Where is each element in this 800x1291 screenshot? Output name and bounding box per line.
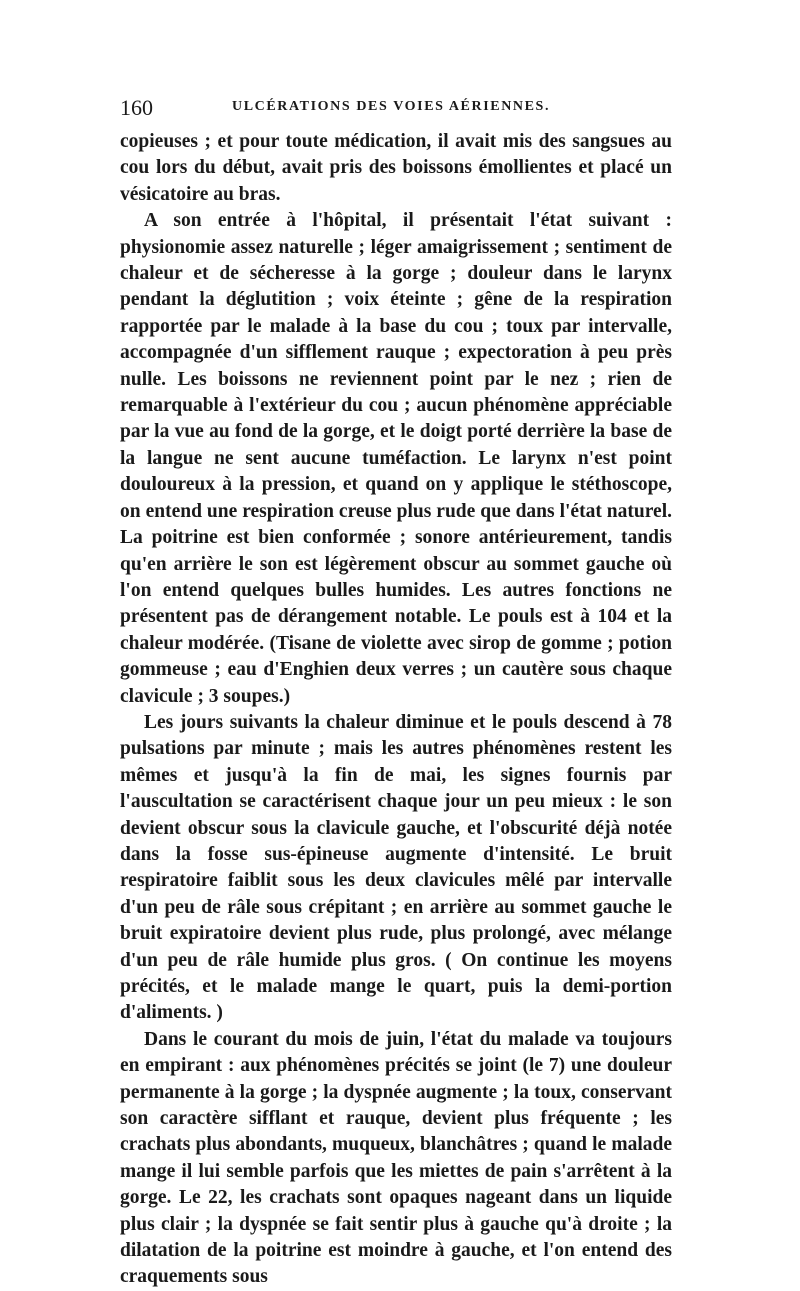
paragraph-following-days: Les jours suivants la chaleur diminue et le pouls descend à 78 pulsations par minute ; mais les autres phénomènes restent les mêmes et jusqu'à la fin de mai, les signes fournis par l'auscultation se caractérisent chaque jour un peu mieux : le son devient obscur sous la clavicule gauche, et l'obscurité déjà notée dans la fosse sus-épineuse augmente d'intensité. Le bruit respiratoire faiblit sous les deux clavicules mêlé par intervalle d'un peu de râle sous crépitant ; en arrière au sommet gauche le bruit expiratoire devient plus rude, plus prolongé, avec mélange d'un peu de râle humide plus gros. ( On continue les moyens précités, et le malade mange le quart, puis la demi-portion d'aliments. ) xyxy=(120,711,672,1024)
paragraph-june: Dans le courant du mois de juin, l'état du malade va toujours en empirant : aux phénomènes précités se joint (le 7) une douleur permanente à la gorge ; la dyspnée augmente ; la toux, conservant son caractère sifflant et rauque, devient plus fréquente ; les crachats plus abondants, muqueux, blanchâtres ; quand le malade mange il lui semble parfois que les miettes de pain s'arrêtent à la gorge. Le 22, les crachats sont opaques nageant dans un liquide plus clair ; la dyspnée se fait sentir plus à gauche qu'à droite ; la dilatation de la poitrine est moindre à gauche, et l'on entend des craquements sous xyxy=(120,1028,672,1288)
body-text xyxy=(120,129,672,1291)
page-header xyxy=(120,95,672,125)
running-title: ULCÉRATIONS DES VOIES AÉRIENNES. xyxy=(232,99,551,114)
page-number: 160 xyxy=(120,95,153,120)
paragraph-admission-state: A son entrée à l'hôpital, il présentait l'état suivant : physionomie assez naturelle ; léger amaigrissement ; sentiment de chaleur et de sécheresse à la gorge ; douleur dans le larynx pendant la déglutition ; voix éteinte ; gêne de la respiration rapportée par le malade à la base du cou ; toux par intervalle, accompagnée d'un sifflement rauque ; expectoration à peu près nulle. Les boissons ne reviennent point par le nez ; rien de remarquable à l'extérieur du cou ; aucun phénomène appréciable par la vue au fond de la gorge, et le doigt porté derrière la base de la langue ne sent aucune tuméfaction. Le larynx n'est point douloureux à la pression, et quand on y applique le stéthoscope, on entend une respiration creuse plus rude que dans l'état naturel. La poitrine est bien conformée ; sonore antérieurement, tandis qu'en arrière le son est légèrement obscur au sommet gauche où l'on entend quelques bulles humides. Les autres fonctions ne présentent pas de dérangement notable. Le pouls est à 104 et la chaleur modérée. (Tisane de violette avec sirop de gomme ; potion gommeuse ; eau d'Enghien deux verres ; un cautère sous chaque clavicule ; 3 soupes.) xyxy=(120,210,672,707)
paragraph-continuation: copieuses ; et pour toute médication, il avait mis des sangsues au cou lors du début, avait pris des boissons émollientes et placé un vésicatoire au bras. xyxy=(120,131,672,205)
book-page xyxy=(120,95,672,1291)
